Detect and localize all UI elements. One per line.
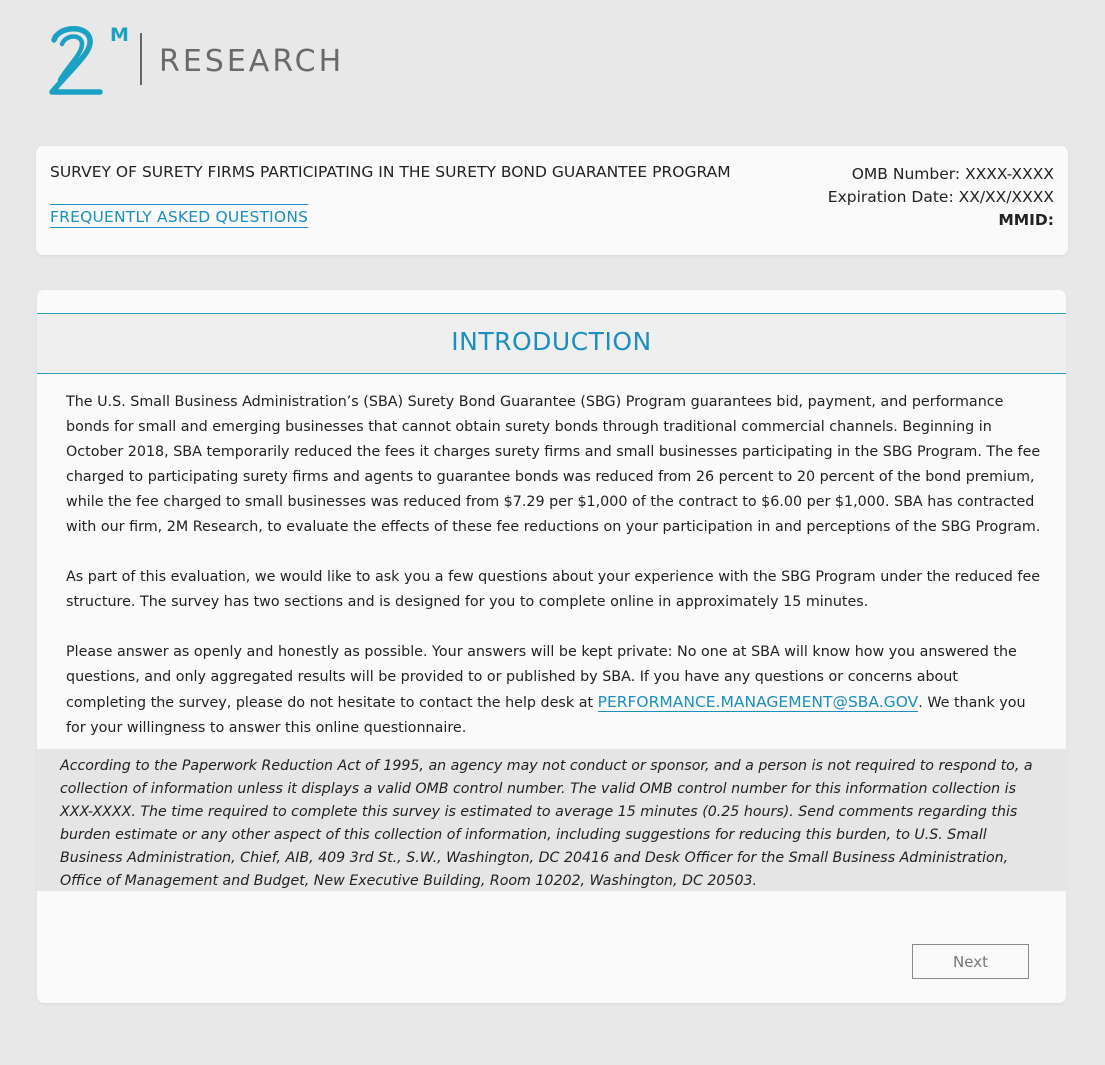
expiration-date: Expiration Date: XX/XX/XXXX — [827, 188, 1054, 206]
faq-link[interactable]: FREQUENTLY ASKED QUESTIONS — [50, 204, 308, 228]
survey-meta — [828, 163, 1054, 232]
omb-number: OMB Number: XXXX-XXXX — [851, 165, 1054, 183]
section-header — [37, 313, 1066, 374]
logo-2-mark-icon — [44, 22, 108, 98]
survey-header-card — [36, 146, 1068, 255]
intro-paragraph-2: As part of this evaluation, we would like to ask you a few questions about your experience with the SBG Program under the reduced fee structure. The survey has two sections and is designed for you to complete online in approximately 15 minutes. — [66, 569, 1041, 610]
paragraph-3-text: Please answer as openly and honestly as possible. Your answers will be kept private: No one at SBA will know how you answered the questions, and only aggregated results will be provided to or published by SBA. If you have any questions or concerns about completing the survey, please do not hesitate to contact the help desk at — [66, 644, 1017, 711]
logo-superscript: M — [110, 24, 129, 46]
survey-title: SURVEY OF SURETY FIRMS PARTICIPATING IN THE SURETY BOND GUARANTEE PROGRAM — [50, 163, 731, 181]
help-desk-email-link[interactable]: PERFORMANCE.MANAGEMENT@SBA.GOV — [597, 693, 919, 711]
section-title: INTRODUCTION — [451, 327, 652, 356]
logo-wordmark: RESEARCH — [159, 44, 345, 79]
intro-paragraph-1: The U.S. Small Business Administration’s (SBA) Surety Bond Guarantee (SBG) Program guarantees bid, payment, and performance bonds for small and emerging businesses that cannot obtain surety bonds through traditional commercial channels. Beginning in October 2018, SBA temporarily reduced the fees it charges surety firms and small businesses participating in the SBG Program. The fee charged to participating surety firms and agents to guarantee bonds was reduced from 26 percent to 20 percent of the bond premium, while the fee charged to small businesses was reduced from $7.29 per $1,000 of the contract to $6.00 per $1,000. SBA has contracted with our firm, 2M Research, to evaluate the effects of these fee reductions on your participation in and perceptions of the SBG Program. — [66, 394, 1041, 535]
logo-divider — [140, 33, 142, 85]
introduction-card — [37, 290, 1066, 1003]
paragraph-3-text-end: . We thank you for your willingness to answer this online questionnaire. — [66, 695, 1026, 736]
intro-body — [66, 390, 1041, 766]
mmid-label: MMID: — [998, 211, 1054, 229]
paperwork-reduction-notice: According to the Paperwork Reduction Act of 1995, an agency may not conduct or sponsor, and a person is not required to respond to, a collection of information unless it displays a valid OMB control number. The valid OMB control number for this information collection is XXX-XXXX. The time required to complete this survey is estimated to average 15 minutes (0.25 hours). Send comments regarding this burden estimate or any other aspect of this collection of information, including suggestions for reducing this burden, to U.S. Small Business Administration, Chief, AIB, 409 3rd St., S.W., Washington, DC 20416 and Desk Officer for the Small Business Administration, Office of Management and Budget, New Executive Building, Room 10202, Washington, DC 20503. — [37, 749, 1066, 891]
next-button[interactable]: Next — [912, 944, 1029, 979]
company-logo — [44, 22, 344, 102]
intro-paragraph-3 — [66, 640, 1041, 741]
